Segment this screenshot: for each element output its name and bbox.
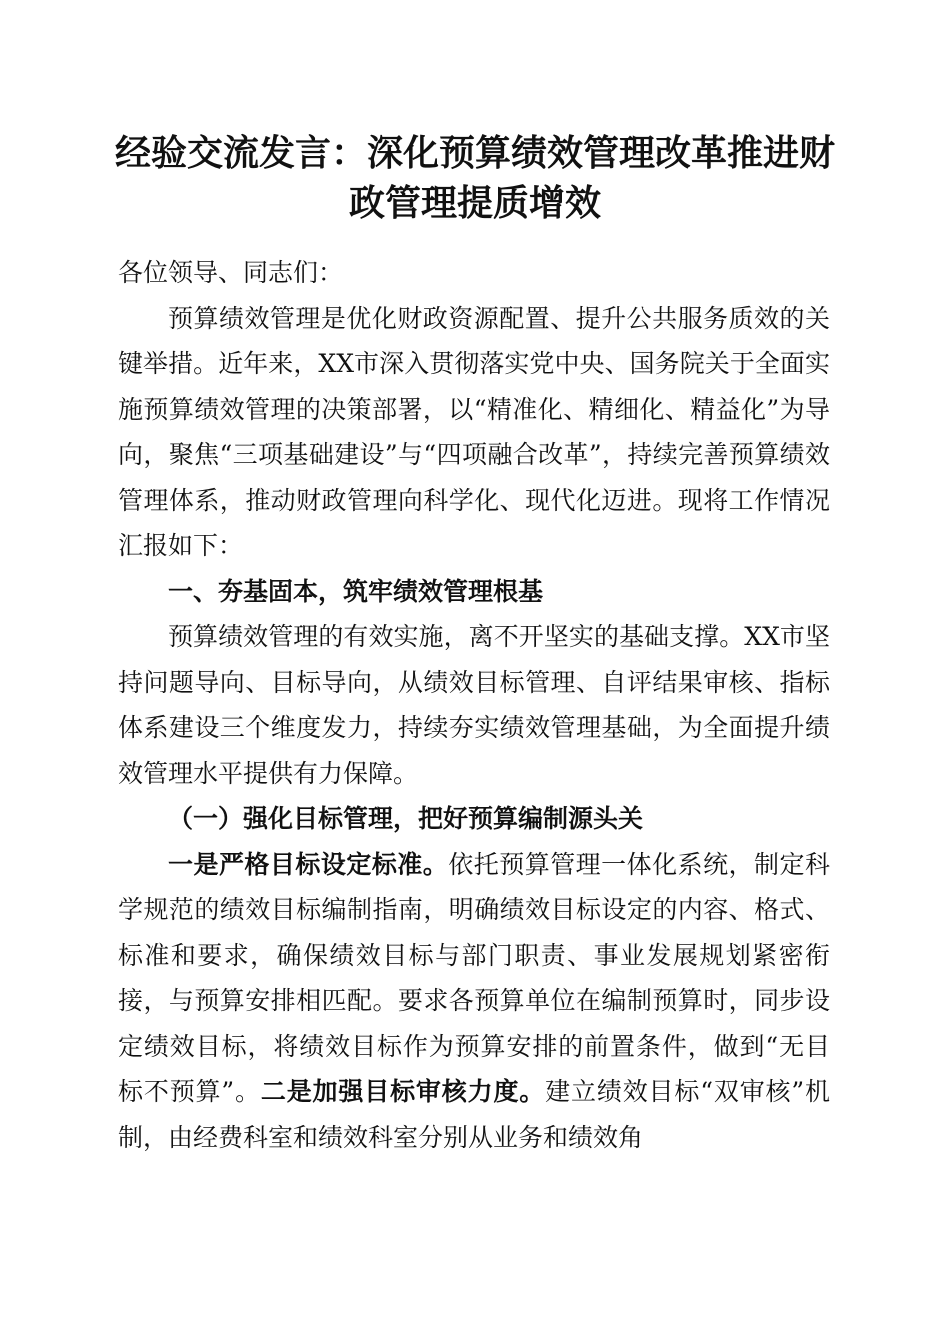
title-line-2: 政管理提质增效: [348, 182, 601, 224]
document-title: [100, 128, 850, 228]
salutation: 各位领导、同志们：: [118, 258, 344, 287]
document-body: [118, 250, 830, 1160]
intro-paragraph: 预算绩效管理是优化财政资源配置、提升公共服务质效的关键举措。近年来，XX市深入贯彻落实党中央、国务院关于全面实施预算绩效管理的决策部署，以“精准化、精细化、精益化”为导向，聚焦“三项基础建设”与“四项融合改革”，持续完善预算绩效管理体系，推动财政管理向科学化、现代化迈进。现将工作情况汇报如下：: [118, 303, 830, 560]
body-text-2: 建立绩效目标“双审核”机制，由经费科室和绩效科室分别从业务和绩效角: [118, 1077, 831, 1152]
body-text-1: 依托预算管理一体化系统，制定科学规范的绩效目标编制指南，明确绩效目标设定的内容、格式、标准和要求，确保绩效目标与部门职责、事业发展规划紧密衔接，与预算安排相匹配。要求各预算单位在编制预算时，同步设定绩效目标，将绩效目标作为预算安排的前置条件，做到“无目标不预算”。: [118, 849, 830, 1106]
section-1-intro: 预算绩效管理的有效实施，离不开坚实的基础支撑。XX市坚持问题导向、目标导向，从绩效目标管理、自评结果审核、指标体系建设三个维度发力，持续夯实绩效管理基础，为全面提升绩效管理水平提供有力保障。: [118, 622, 830, 788]
section-1-heading: 一、夯基固本，筑牢绩效管理根基: [168, 576, 544, 606]
subsection-1-heading: （一）强化目标管理，把好预算编制源头关: [168, 804, 644, 833]
title-line-1: 经验交流发言：深化预算绩效管理改革推进财: [114, 132, 835, 174]
subsection-1-paragraph: [118, 842, 830, 1161]
lead-phrase-2: 二是加强目标审核力度。: [260, 1077, 546, 1106]
lead-phrase-1: 一是严格目标设定标准。: [168, 849, 449, 879]
